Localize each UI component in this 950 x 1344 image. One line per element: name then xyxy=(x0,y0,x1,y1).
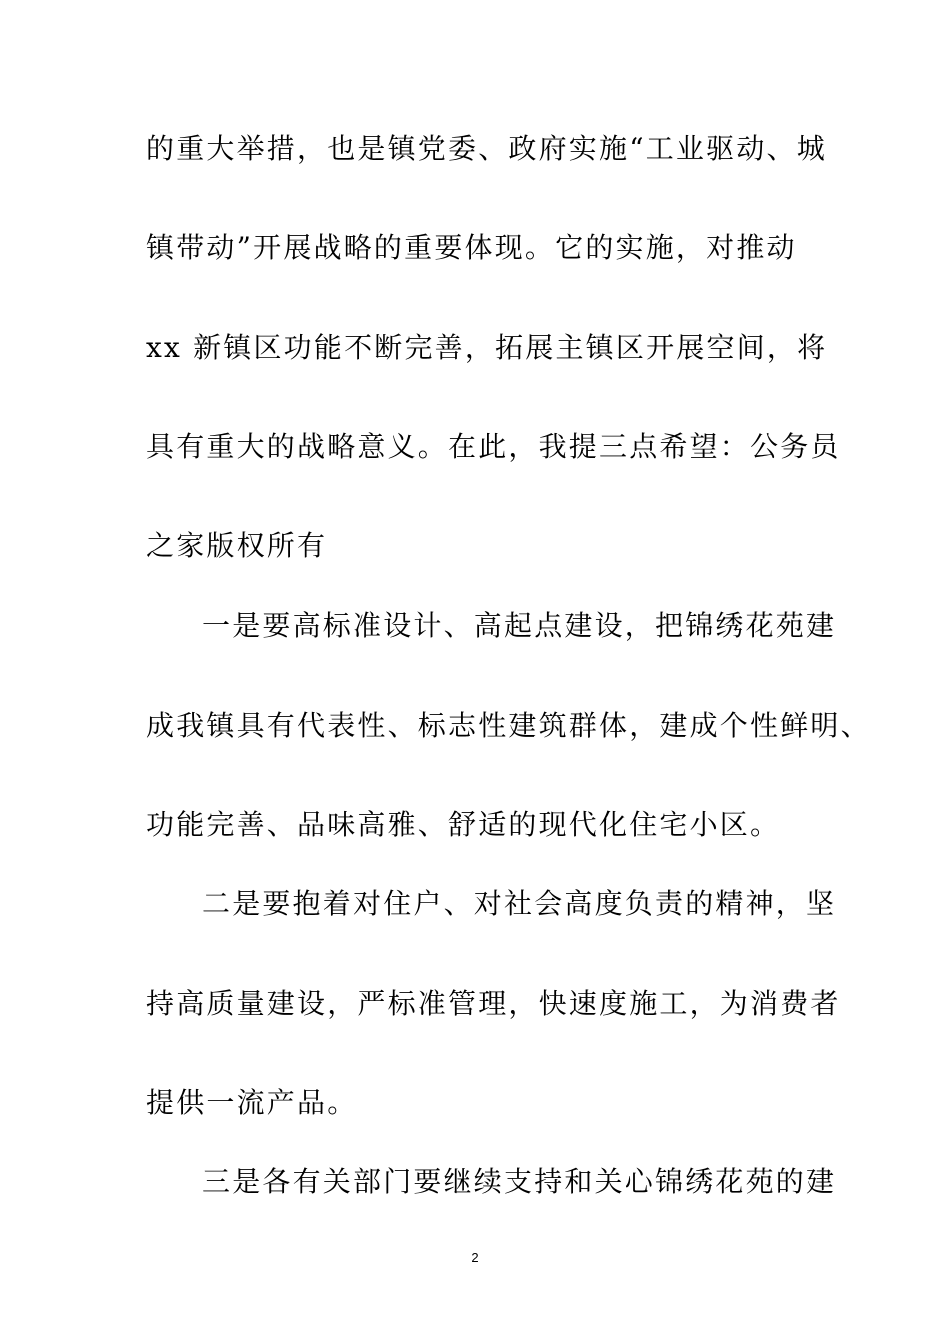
paragraph-first-line: 二是要抱着对住户、对社会高度负责的精神，坚 xyxy=(202,887,837,920)
text-line: 持高质量建设，严标准管理，快速度施工，为消费者 xyxy=(146,987,841,1020)
text-line: 镇带动”开展战略的重要体现。它的实施，对推动 xyxy=(146,231,797,264)
text-line: xx 新镇区功能不断完善，拓展主镇区开展空间，将 xyxy=(146,331,828,364)
text-line: 功能完善、品味高雅、舒适的现代化住宅小区。 xyxy=(146,808,781,841)
paragraph-first-line: 一是要高标准设计、高起点建设，把锦绣花苑建 xyxy=(202,609,837,642)
text-line: 之家版权所有 xyxy=(146,529,328,562)
page-number: 2 xyxy=(471,1250,479,1265)
text-line: 的重大举措，也是镇党委、政府实施“工业驱动、城 xyxy=(146,132,827,165)
text-line: 具有重大的战略意义。在此，我提三点希望：公务员 xyxy=(146,430,841,463)
text-line: 成我镇具有代表性、标志性建筑群体，建成个性鲜明、 xyxy=(146,709,871,742)
text-line: 提供一流产品。 xyxy=(146,1086,358,1119)
paragraph-first-line: 三是各有关部门要继续支持和关心锦绣花苑的建 xyxy=(202,1165,837,1198)
